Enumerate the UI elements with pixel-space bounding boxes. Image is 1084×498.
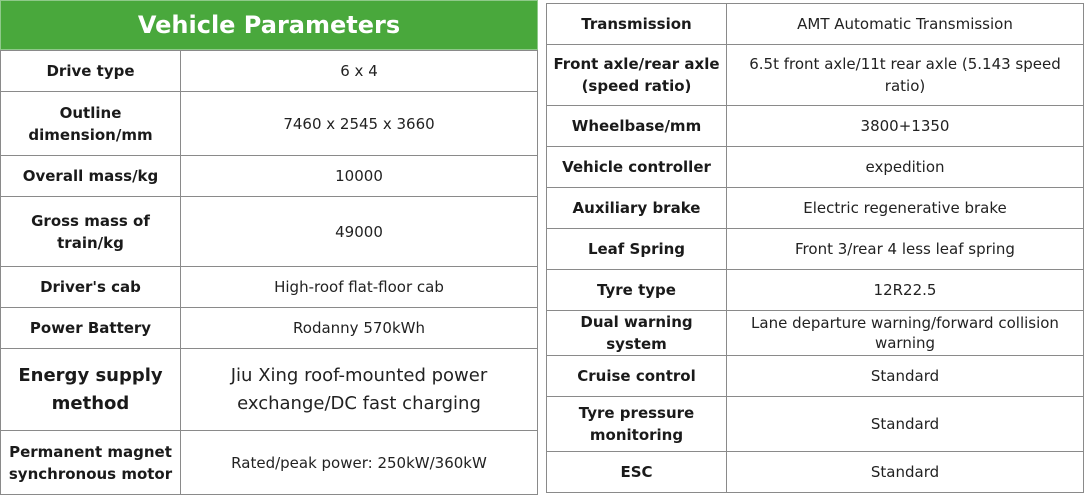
table-row [547, 311, 1084, 356]
table-row [1, 197, 538, 267]
row-value: Standard [727, 356, 1084, 397]
row-value: Front 3/rear 4 less leaf spring [727, 229, 1084, 270]
row-value: Lane departure warning/forward collision warning [727, 311, 1084, 356]
table-row [547, 147, 1084, 188]
row-value: Rated/peak power: 250kW/360kW [181, 431, 538, 495]
row-value: 3800+1350 [727, 106, 1084, 147]
row-label: Tyre pressure monitoring [547, 397, 727, 452]
left-parameters-table [0, 50, 538, 495]
row-value: Rodanny 570kWh [181, 308, 538, 349]
panel-title: Vehicle Parameters [0, 0, 538, 50]
row-label: Power Battery [1, 308, 181, 349]
row-value: expedition [727, 147, 1084, 188]
table-row [547, 356, 1084, 397]
row-label: ESC [547, 452, 727, 493]
left-parameters-panel [0, 0, 538, 495]
table-row [1, 51, 538, 92]
row-value: Standard [727, 397, 1084, 452]
row-label: Permanent magnet synchronous motor [1, 431, 181, 495]
row-label: Drive type [1, 51, 181, 92]
table-row [1, 308, 538, 349]
table-row [1, 156, 538, 197]
row-value: 7460 x 2545 x 3660 [181, 92, 538, 156]
row-label: Leaf Spring [547, 229, 727, 270]
table-row [547, 270, 1084, 311]
table-row [1, 267, 538, 308]
row-label: Wheelbase/mm [547, 106, 727, 147]
table-row [547, 4, 1084, 45]
row-label: Gross mass of train/kg [1, 197, 181, 267]
row-value: 6.5t front axle/11t rear axle (5.143 speed ratio) [727, 45, 1084, 106]
row-label: Energy supply method [1, 349, 181, 431]
row-label: Overall mass/kg [1, 156, 181, 197]
row-value: 12R22.5 [727, 270, 1084, 311]
row-value: 10000 [181, 156, 538, 197]
table-row [547, 106, 1084, 147]
table-row [547, 397, 1084, 452]
table-row [547, 188, 1084, 229]
row-label: Vehicle controller [547, 147, 727, 188]
row-label: Tyre type [547, 270, 727, 311]
row-value: 49000 [181, 197, 538, 267]
row-value: High-roof flat-floor cab [181, 267, 538, 308]
row-label: Auxiliary brake [547, 188, 727, 229]
row-label: Outline dimension/mm [1, 92, 181, 156]
table-row [547, 229, 1084, 270]
row-value: Electric regenerative brake [727, 188, 1084, 229]
row-value: AMT Automatic Transmission [727, 4, 1084, 45]
table-row [1, 431, 538, 495]
row-label: Dual warning system [547, 311, 727, 356]
table-row [547, 452, 1084, 493]
table-row [1, 92, 538, 156]
row-label: Front axle/rear axle (speed ratio) [547, 45, 727, 106]
row-value: Standard [727, 452, 1084, 493]
right-parameters-table [546, 3, 1084, 493]
right-parameters-panel [546, 3, 1084, 493]
table-row [547, 45, 1084, 106]
table-row [1, 349, 538, 431]
row-label: Driver's cab [1, 267, 181, 308]
row-value: 6 x 4 [181, 51, 538, 92]
row-label: Cruise control [547, 356, 727, 397]
row-label: Transmission [547, 4, 727, 45]
row-value: Jiu Xing roof-mounted power exchange/DC fast charging [181, 349, 538, 431]
